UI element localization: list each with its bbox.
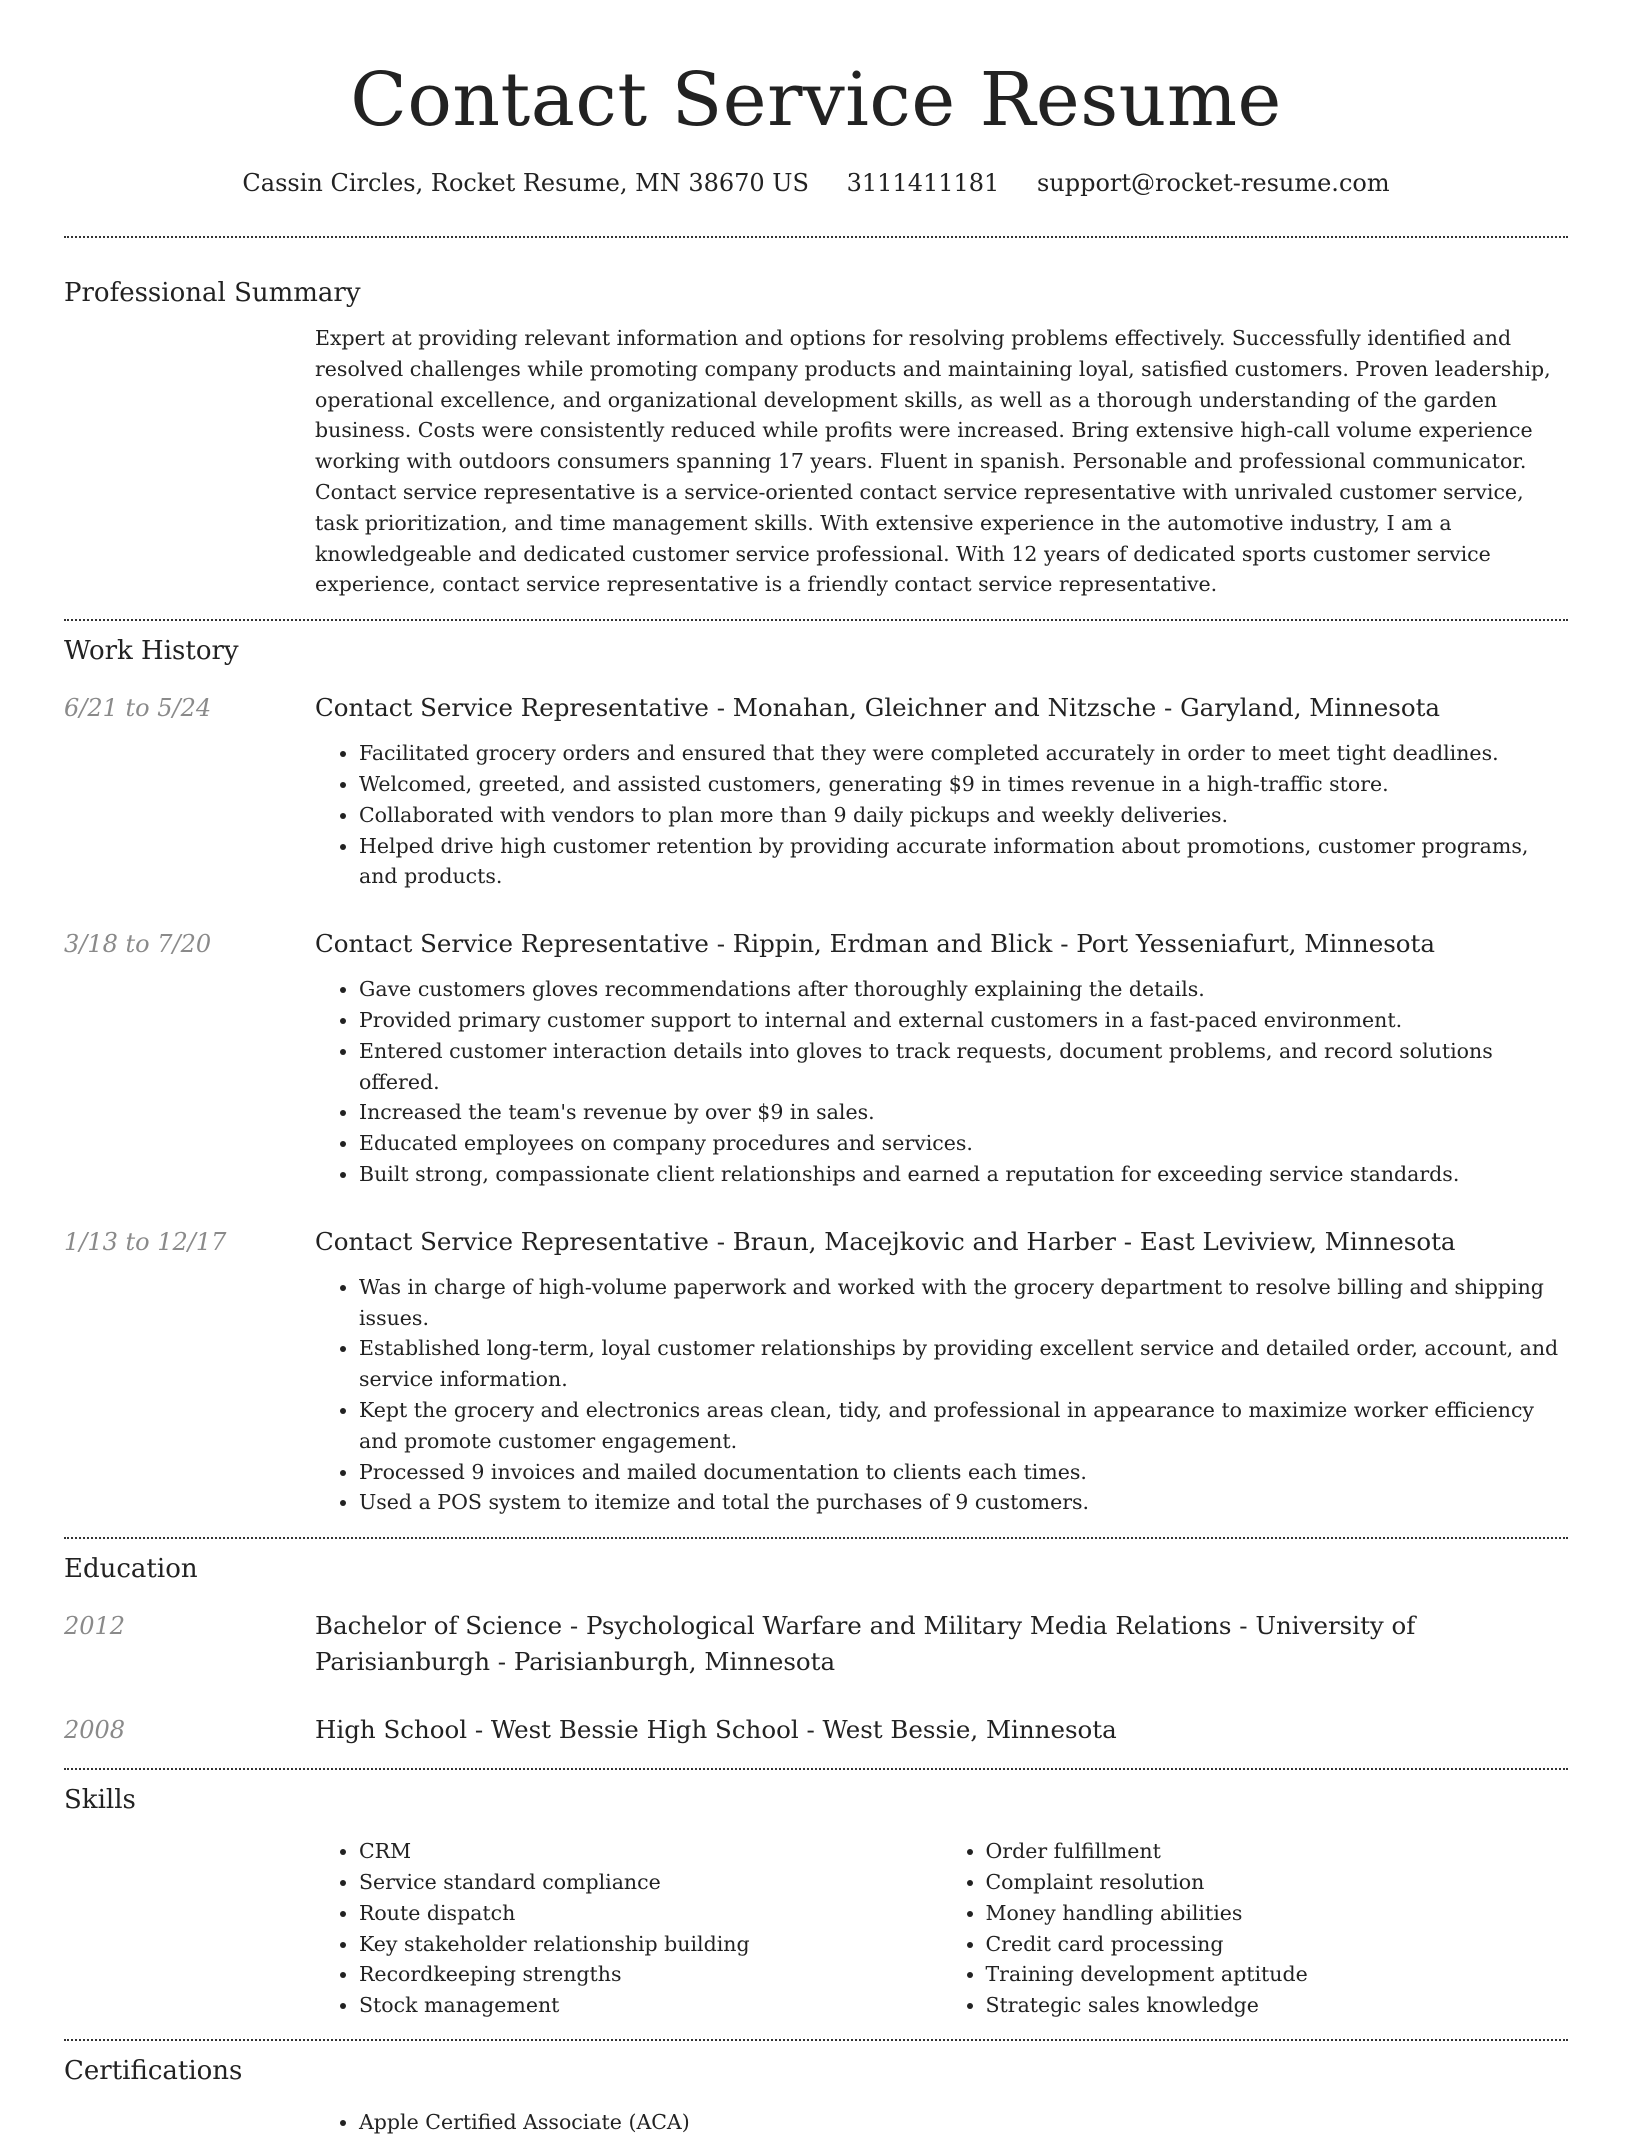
job-title: Contact Service Representative - Braun, Macejkovic and Harber - East Leviview, Minnesota	[315, 1226, 1456, 1256]
skill-item: • Complaint resolution	[986, 1867, 1569, 1898]
job-bullet: • Established long-term, loyal customer relationships by providing excellent service and detailed order, account, and service information.	[359, 1333, 1568, 1395]
job-bullet: • Facilitated grocery orders and ensured that they were completed accurately in order to meet tight deadlines.	[359, 738, 1568, 769]
job-bullets	[315, 974, 1568, 1190]
section-heading-work: Work History	[64, 636, 239, 667]
skill-item: • Order fulfillment	[986, 1836, 1569, 1867]
section-divider	[64, 1537, 1568, 1539]
section-divider	[64, 1768, 1568, 1770]
skill-item: • Training development aptitude	[986, 1959, 1569, 1990]
job-bullet: • Provided primary customer support to internal and external customers in a fast-paced environment.	[359, 1005, 1568, 1036]
section-divider	[64, 2039, 1568, 2041]
job-bullet: • Built strong, compassionate client relationships and earned a reputation for exceeding service standards.	[359, 1159, 1568, 1190]
section-divider	[64, 619, 1568, 621]
contact-phone: 3111411181	[846, 169, 1000, 197]
skill-item: • CRM	[359, 1836, 942, 1867]
job-bullet: • Collaborated with vendors to plan more than 9 daily pickups and weekly deliveries.	[359, 800, 1568, 831]
job-title: Contact Service Representative - Rippin, Erdman and Blick - Port Yesseniafurt, Minnesota	[315, 929, 1435, 959]
section-heading-skills: Skills	[64, 1785, 136, 1816]
job-entry	[64, 1224, 1568, 1518]
section-heading-education: Education	[64, 1554, 198, 1585]
job-bullet: • Helped drive high customer retention by providing accurate information about promotions, customer programs, and products.	[359, 831, 1568, 893]
skill-item: • Recordkeeping strengths	[359, 1959, 942, 1990]
skill-item: • Service standard compliance	[359, 1867, 942, 1898]
job-bullet: • Used a POS system to itemize and total the purchases of 9 customers.	[359, 1487, 1568, 1518]
skills-list-left	[315, 1836, 942, 2021]
skill-item: • Route dispatch	[359, 1898, 942, 1929]
skill-item: • Key stakeholder relationship building	[359, 1929, 942, 1960]
summary-text: Expert at providing relevant information and options for resolving problems effectively. Successfully identified and resolved challenges while promoting company products and maintaining loyal, satisfied customers. Proven leadership, operational excellence, and organizational development skills, as well as a thorough understanding of the garden business. Costs were consistently reduced while profits were increased. Bring extensive high-call volume experience working with outdoors consumers spanning 17 years. Fluent in spanish. Personable and professional communicator. Contact service representative is a service-oriented contact service representative with unrivaled customer service, task prioritization, and time management skills. With extensive experience in the automotive industry, I am a knowledgeable and dedicated customer service professional. With 12 years of dedicated sports customer service experience, contact service representative is a friendly contact service representative.	[315, 326, 1551, 597]
section-divider	[64, 236, 1568, 238]
job-dates: 6/21 to 5/24	[64, 694, 212, 723]
education-text: High School - West Bessie High School - West Bessie, Minnesota	[315, 1715, 1117, 1745]
work-history-section	[64, 634, 1568, 1518]
job-bullets	[315, 738, 1568, 892]
job-dates: 3/18 to 7/20	[64, 930, 212, 959]
certification-item: • Apple Certified Associate (ACA)	[359, 2107, 1568, 2138]
section-heading-certifications: Certifications	[64, 2055, 243, 2086]
skill-item: • Stock management	[359, 1990, 942, 2021]
skill-item: • Strategic sales knowledge	[986, 1990, 1569, 2021]
job-dates: 1/13 to 12/17	[64, 1227, 227, 1256]
job-bullet: • Increased the team's revenue by over $9 in sales.	[359, 1097, 1568, 1128]
skill-item: • Money handling abilities	[986, 1898, 1569, 1929]
job-bullets	[315, 1272, 1568, 1518]
job-title: Contact Service Representative - Monahan, Gleichner and Nitzsche - Garyland, Minnesota	[315, 693, 1441, 723]
resume-title: Contact Service Resume	[350, 57, 1282, 143]
skills-list-right	[942, 1836, 1569, 2021]
job-bullet: • Kept the grocery and electronics areas clean, tidy, and professional in appearance to maximize worker efficiency and promote customer engagement.	[359, 1395, 1568, 1457]
education-entry	[64, 1608, 1568, 1680]
education-entry	[64, 1712, 1568, 1748]
contact-email: support@rocket-resume.com	[1036, 169, 1390, 197]
job-bullet: • Educated employees on company procedures and services.	[359, 1128, 1568, 1159]
section-heading-summary: Professional Summary	[64, 278, 361, 308]
skill-item: • Credit card processing	[986, 1929, 1569, 1960]
education-year: 2008	[64, 1716, 126, 1745]
education-section	[64, 1552, 1568, 1748]
professional-summary-section	[64, 276, 1568, 600]
certifications-section	[64, 2054, 1568, 2138]
job-bullet: • Was in charge of high-volume paperwork and worked with the grocery department to resolve billing and shipping issues.	[359, 1272, 1568, 1334]
skills-grid	[315, 1836, 1568, 2021]
job-bullet: • Welcomed, greeted, and assisted customers, generating $9 in times revenue in a high-traffic store.	[359, 769, 1568, 800]
education-year: 2012	[64, 1612, 126, 1641]
job-bullet: • Gave customers gloves recommendations after thoroughly explaining the details.	[359, 974, 1568, 1005]
job-bullet: • Entered customer interaction details into gloves to track requests, document problems, and record solutions offered.	[359, 1036, 1568, 1098]
job-entry	[64, 690, 1568, 892]
skills-section	[64, 1783, 1568, 2021]
job-entry	[64, 926, 1568, 1190]
contact-info	[64, 166, 1568, 200]
contact-address: Cassin Circles, Rocket Resume, MN 38670 US	[242, 169, 809, 197]
job-bullet: • Processed 9 invoices and mailed documentation to clients each times.	[359, 1457, 1568, 1488]
education-text: Bachelor of Science - Psychological Warfare and Military Media Relations - University of Parisianburgh - Parisianburgh, Minnesota	[315, 1611, 1416, 1677]
